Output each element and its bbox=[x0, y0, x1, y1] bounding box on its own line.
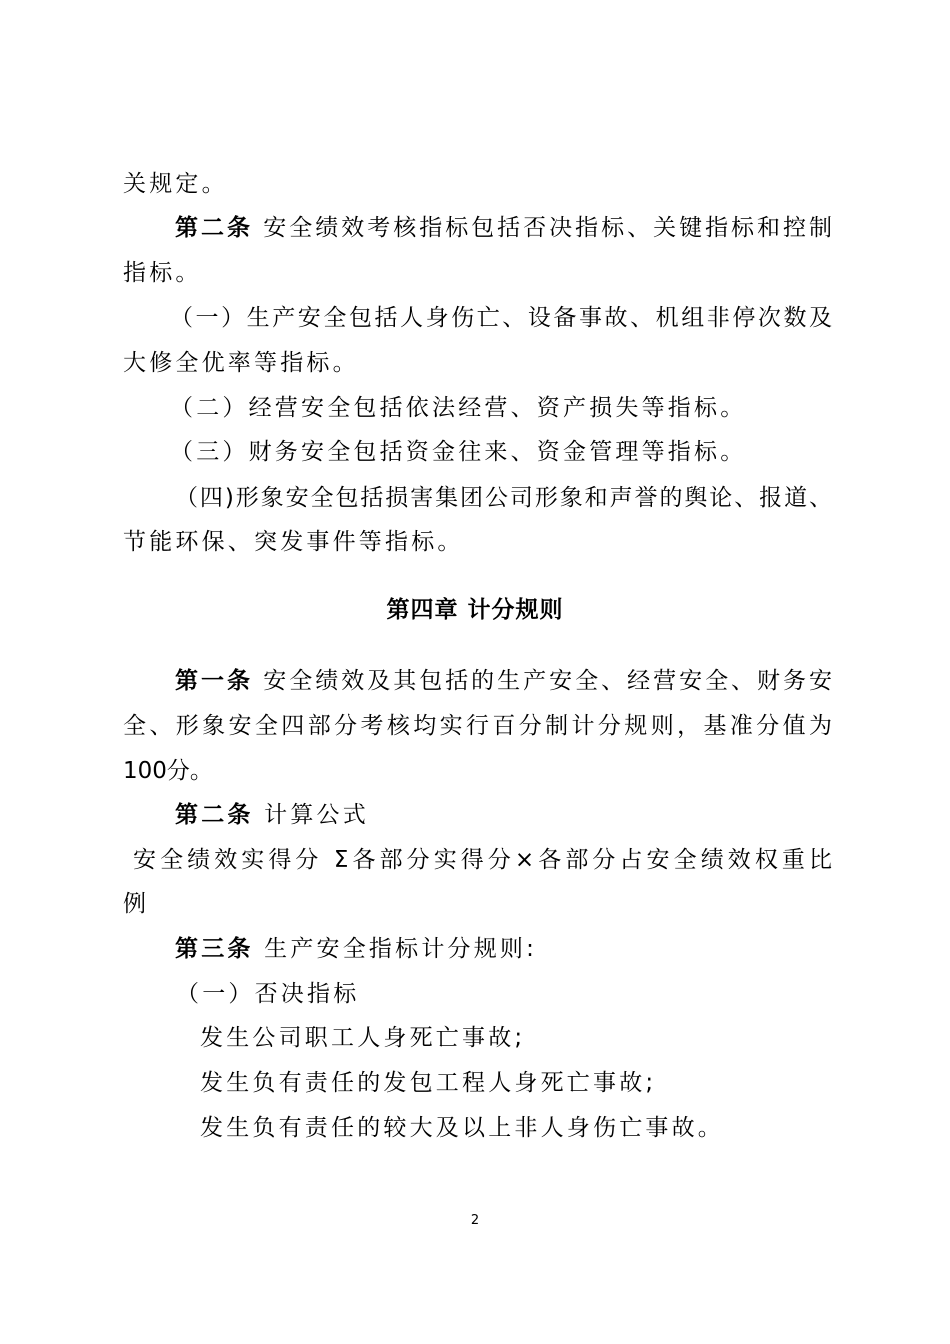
paragraph-line bbox=[123, 710, 832, 742]
article-heading-line bbox=[175, 212, 832, 244]
list-item bbox=[200, 1112, 832, 1144]
paragraph-line bbox=[123, 888, 832, 920]
formula-text: 安全绩效实得分 Σ各部分实得分×各部分占安全绩效权重比 bbox=[133, 847, 832, 873]
line-text: 发生负有责任的发包工程人身死亡事故; bbox=[200, 1070, 657, 1096]
article-heading-line bbox=[175, 799, 832, 831]
paragraph-line bbox=[123, 526, 832, 558]
line-text: 发生负有责任的较大及以上非人身伤亡事故。 bbox=[200, 1115, 724, 1141]
article-heading-line bbox=[175, 933, 832, 965]
article-heading: 第一条 bbox=[175, 668, 253, 694]
line-text: （一）否决指标 bbox=[176, 981, 360, 1007]
line-text: 安全绩效及其包括的生产安全、经营安全、财务安 bbox=[263, 668, 833, 694]
list-item bbox=[200, 1022, 832, 1054]
paragraph-line bbox=[170, 436, 832, 468]
line-text: （二）经营安全包括依法经营、资产损失等指标。 bbox=[170, 395, 747, 421]
list-item bbox=[200, 1067, 832, 1099]
article-heading: 第二条 bbox=[175, 802, 254, 828]
line-text: 发生公司职工人身死亡事故; bbox=[200, 1025, 526, 1051]
line-text: （一）生产安全包括人身伤亡、设备事故、机组非停次数及 bbox=[170, 305, 832, 331]
article-heading-line bbox=[175, 665, 832, 697]
article-heading: 第二条 bbox=[175, 215, 253, 241]
line-text: （三）财务安全包括资金往来、资金管理等指标。 bbox=[170, 439, 747, 465]
paragraph-line bbox=[175, 482, 832, 514]
paragraph-line bbox=[176, 978, 832, 1010]
article-heading: 第三条 bbox=[175, 936, 254, 962]
paragraph-line bbox=[123, 257, 832, 289]
line-text: 生产安全指标计分规则: bbox=[264, 936, 538, 962]
paragraph-line bbox=[170, 302, 832, 334]
paragraph-line bbox=[123, 347, 832, 379]
line-text: 100分。 bbox=[123, 758, 213, 784]
line-text: 指标。 bbox=[123, 260, 202, 286]
line-text: 节能环保、突发事件等指标。 bbox=[123, 529, 464, 555]
line-text: 全、形象安全四部分考核均实行百分制计分规则，基准分值为 bbox=[123, 713, 832, 739]
formula-line bbox=[133, 844, 832, 876]
line-text: 大修全优率等指标。 bbox=[123, 350, 359, 376]
paragraph-line bbox=[123, 168, 832, 200]
line-text: 安全绩效考核指标包括否决指标、关键指标和控制 bbox=[263, 215, 833, 241]
line-text: 关规定。 bbox=[123, 171, 228, 197]
paragraph-line bbox=[123, 755, 832, 787]
chapter-title: 第四章 计分规则 bbox=[386, 597, 564, 623]
line-text: （四)形象安全包括损害集团公司形象和声誉的舆论、报道、 bbox=[175, 485, 832, 511]
page-number: 2 bbox=[470, 1213, 480, 1228]
paragraph-line bbox=[170, 392, 832, 424]
line-text: 计算公式 bbox=[264, 802, 369, 828]
line-text: 例 bbox=[123, 891, 150, 917]
